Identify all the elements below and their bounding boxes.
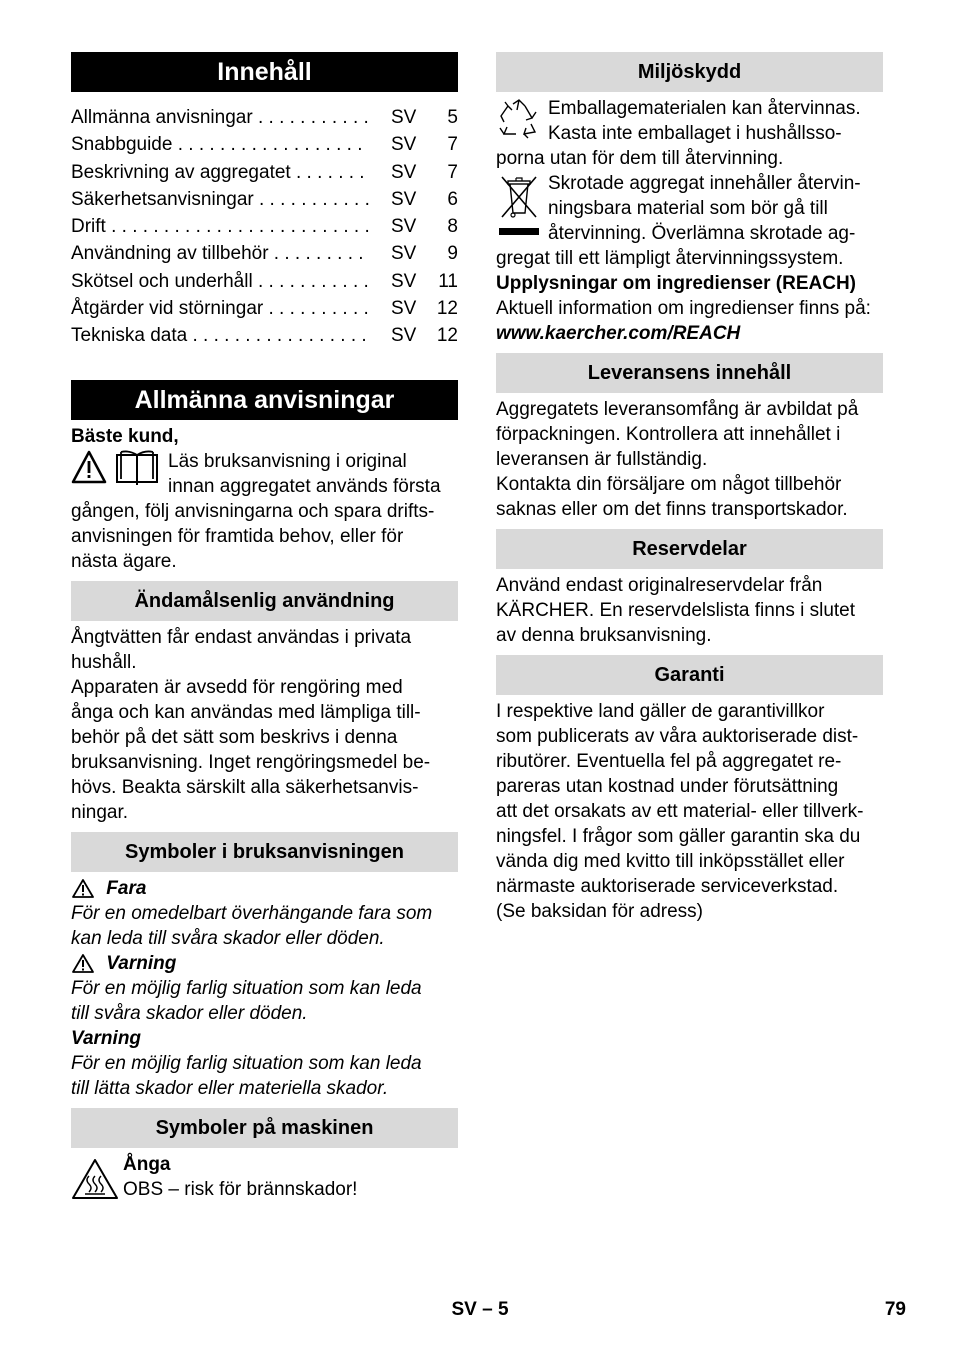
intended-use-text	[71, 625, 458, 825]
section-page-label: SV – 5	[451, 1299, 509, 1320]
steam-label: Ånga	[123, 1153, 171, 1175]
toc-heading: Innehåll	[71, 52, 458, 92]
text-line: att det orsakats av ett material- eller tillverk-	[496, 801, 864, 822]
text-line: För en möjlig farlig situation som kan leda	[71, 1052, 422, 1074]
text-line: Kasta inte emballaget i hushållsso-	[548, 123, 842, 144]
text-line: av denna bruksanvisning.	[496, 625, 712, 646]
text-line: I respektive land gäller de garantivillkor	[496, 701, 825, 722]
text-line: För en möjlig farlig situation som kan leda	[71, 977, 422, 999]
toc-entry-page: 7	[447, 161, 458, 183]
toc-entry-title: Användning av tillbehör . . .	[71, 240, 369, 267]
toc-entry[interactable]	[71, 213, 458, 240]
symbols-manual-heading: Symboler i bruksanvisningen	[71, 832, 458, 872]
text-line: hushåll.	[71, 651, 137, 673]
text-line: gregat till ett lämpligt återvinningssystem.	[496, 248, 844, 269]
text-line: Aggregatets leveransomfång är avbildat på	[496, 399, 859, 420]
warranty-text	[496, 699, 883, 924]
text-line: leveransen är fullständig.	[496, 449, 708, 470]
text-line: porna utan för dem till återvinning.	[496, 148, 784, 169]
text-line: återvinning. Överlämna skrotade ag-	[548, 223, 856, 244]
right-column	[496, 52, 883, 924]
text-line: Kontakta din försäljare om något tillbehör	[496, 474, 842, 495]
delivery-heading: Leveransens innehåll	[496, 353, 883, 393]
spare-parts-heading: Reservdelar	[496, 529, 883, 569]
toc-entry-page: 12	[436, 325, 458, 347]
environment-heading: Miljöskydd	[496, 52, 883, 92]
reach-title: Upplysningar om ingredienser (REACH)	[496, 273, 856, 294]
intro-line-3: gången, följ anvisningarna och spara drifts-	[71, 500, 435, 522]
text-line: (Se baksidan för adress)	[496, 901, 703, 922]
general-heading: Allmänna anvisningar	[71, 380, 458, 420]
toc-entry-title: Allmänna anvisningar . . .	[71, 104, 369, 131]
toc-entry[interactable]	[71, 104, 458, 131]
toc-entry-lang: SV	[391, 216, 417, 238]
table-of-contents	[71, 104, 458, 350]
text-line: Skrotade aggregat innehåller återvin-	[548, 173, 861, 194]
danger-label: Fara	[106, 877, 147, 899]
warranty-heading: Garanti	[496, 655, 883, 695]
text-line: behör på det sätt som beskrivs i denna	[71, 726, 398, 748]
caution-label: Varning	[71, 1027, 142, 1049]
toc-entry-page: 8	[447, 216, 458, 238]
text-line: hövs. Beakta särskilt alla säkerhetsanvis-	[71, 776, 419, 798]
toc-entry-page: 6	[447, 188, 458, 210]
text-line: Ångtvätten får endast användas i privata	[71, 626, 412, 648]
toc-entry[interactable]	[71, 186, 458, 213]
toc-entry-lang: SV	[391, 188, 417, 210]
steam-text: OBS – risk för brännskador!	[123, 1178, 358, 1200]
delivery-text	[496, 397, 883, 522]
text-line: saknas eller om det finns transportskador.	[496, 499, 848, 520]
toc-entry-title: Snabbguide . . .	[71, 131, 369, 158]
text-line: ånga och kan användas med lämpliga till-	[71, 701, 421, 723]
warning-triangle-icon	[71, 878, 95, 899]
text-line: till lätta skador eller materiella skador.	[71, 1077, 389, 1099]
text-line: vända dig med kvitto till inköpsstället eller	[496, 851, 845, 872]
text-line: pareras utan kostnad under förutsättning	[496, 776, 839, 797]
text-line: Använd endast originalreservdelar från	[496, 575, 823, 596]
toc-entry-page: 9	[447, 243, 458, 265]
text-line: ributörer. Eventuella fel på aggregatet re-	[496, 751, 842, 772]
recycling-icon	[498, 98, 540, 147]
toc-entry-title: Drift . . .	[71, 213, 369, 240]
symbols-machine-heading: Symboler på maskinen	[71, 1108, 458, 1148]
text-line: bruksanvisning. Inget rengöringsmedel be-	[71, 751, 431, 773]
symbols-manual-text	[71, 876, 458, 1101]
warning-label-line	[71, 951, 458, 976]
danger-label-line	[71, 876, 458, 901]
text-line: Emballagematerialen kan återvinnas.	[548, 98, 861, 119]
text-line: ningsbara material som bör gå till	[548, 198, 828, 219]
page-number: 79	[884, 1299, 906, 1320]
text-line: ningsfel. I frågor som gäller garantin ska du	[496, 826, 861, 847]
toc-entry[interactable]	[71, 131, 458, 158]
warning-label: Varning	[106, 952, 177, 974]
toc-entry[interactable]	[71, 322, 458, 349]
toc-entry-lang: SV	[391, 161, 417, 183]
toc-entry[interactable]	[71, 295, 458, 322]
recycle-block	[496, 96, 883, 171]
text-line: KÄRCHER. En reservdelslista finns i slutet	[496, 600, 856, 621]
text-line: För en omedelbart överhängande fara som	[71, 902, 433, 924]
toc-entry-title: Skötsel och underhåll . . .	[71, 268, 369, 295]
read-manual-icon	[71, 449, 163, 485]
toc-entry-title: Säkerhetsanvisningar . . .	[71, 186, 369, 213]
toc-entry-page: 12	[436, 298, 458, 320]
toc-entry-lang: SV	[391, 298, 417, 320]
text-line: ningar.	[71, 801, 129, 823]
text-line: Apparaten är avsedd för rengöring med	[71, 676, 403, 698]
toc-entry-title: Åtgärder vid störningar . . .	[71, 295, 369, 322]
crossed-bin-icon	[498, 173, 540, 246]
toc-entry-page: 11	[438, 270, 458, 292]
text-line: kan leda till svåra skador eller döden.	[71, 927, 385, 949]
text-line: som publicerats av våra auktoriserade dist-	[496, 726, 859, 747]
intro-line-4: anvisningen för framtida behov, eller för	[71, 525, 404, 547]
toc-entry-lang: SV	[391, 325, 417, 347]
toc-entry-lang: SV	[391, 270, 417, 292]
hot-steam-icon	[71, 1158, 119, 1207]
steam-symbol-block	[71, 1152, 458, 1206]
left-column	[71, 52, 458, 1206]
text-line: förpackningen. Kontrollera att innehållet i	[496, 424, 841, 445]
reach-link[interactable]: www.kaercher.com/REACH	[496, 323, 741, 344]
toc-entry-page: 7	[447, 134, 458, 156]
toc-entry-lang: SV	[391, 243, 417, 265]
toc-entry-lang: SV	[391, 107, 417, 128]
spare-parts-text	[496, 573, 883, 648]
intro-line-1: Läs bruksanvisning i original	[168, 450, 407, 472]
toc-entry-page: 5	[447, 107, 458, 128]
intro-block	[71, 449, 458, 574]
toc-entry[interactable]	[71, 240, 458, 267]
toc-entry-title: Tekniska data . . .	[71, 322, 369, 349]
greeting: Bäste kund,	[71, 425, 179, 447]
weee-block	[496, 171, 883, 271]
toc-entry-title: Beskrivning av aggregatet . . .	[71, 159, 369, 186]
intro-line-5: nästa ägare.	[71, 550, 177, 572]
toc-entry-lang: SV	[391, 134, 417, 156]
toc-entry[interactable]	[71, 159, 458, 186]
intended-use-heading: Ändamålsenlig användning	[71, 581, 458, 621]
text-line: närmaste auktoriserade serviceverkstad.	[496, 876, 839, 897]
reach-text: Aktuell information om ingredienser finns på:	[496, 298, 871, 319]
text-line: till svåra skador eller döden.	[71, 1002, 308, 1024]
intro-line-2: innan aggregatet används första	[168, 475, 441, 497]
warning-triangle-icon	[71, 953, 95, 974]
toc-entry[interactable]	[71, 268, 458, 295]
